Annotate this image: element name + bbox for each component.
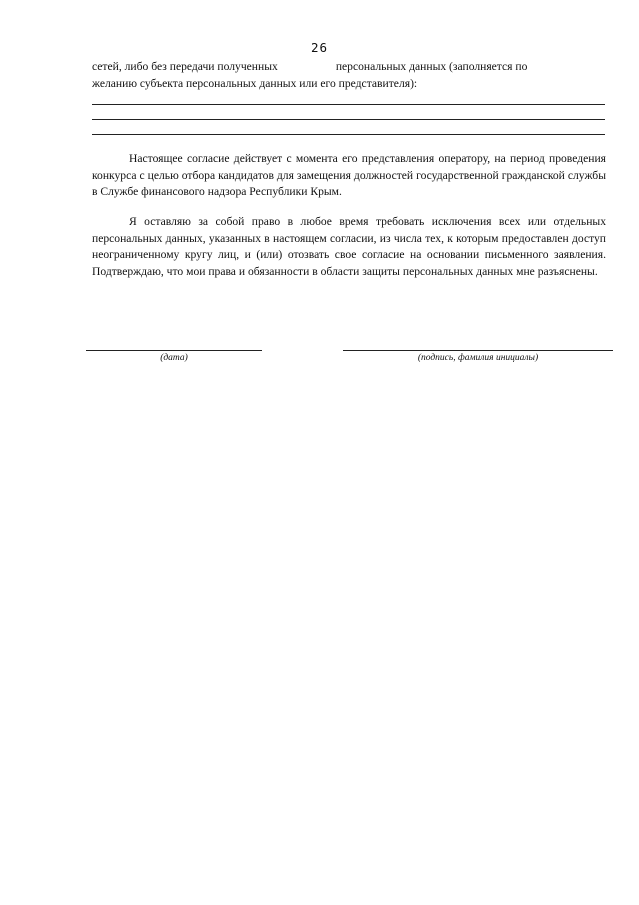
intro-line-1-right: персональных данных (заполняется по xyxy=(335,60,528,73)
date-caption: (дата) xyxy=(160,353,188,363)
fill-in-line-3 xyxy=(92,134,605,135)
validity-paragraph: Настоящее согласие действует с момента его представления оператору, на период проведения конкурса с целью отбора кандидатов для замещения должностей государственной гражданской службы в Службе финансового надзора Республики Крым. xyxy=(92,152,606,198)
fill-in-line-2 xyxy=(92,119,605,120)
date-line xyxy=(86,350,262,351)
intro-line-2: желанию субъекта персональных данных или его представителя): xyxy=(92,77,418,90)
signature-caption: (подпись, фамилия инициалы) xyxy=(417,353,539,363)
intro-line-1 xyxy=(92,59,606,76)
fill-in-line-1 xyxy=(92,104,605,105)
page-number: 26 xyxy=(310,40,329,55)
signature-line xyxy=(343,350,613,351)
intro-line-1-left: сетей, либо без передачи полученных xyxy=(92,60,278,73)
rights-paragraph: Я оставляю за собой право в любое время требовать исключения всех или отдельных персональных данных, указанных в настоящем согласии, из числа тех, к которым предоставлен доступ неограниченному кругу лиц, и (или) отозвать свое согласие на основании письменного заявления. Подтверждаю, что мои права и обязанности в области защиты персональных данных мне разъяснены. xyxy=(92,215,606,278)
